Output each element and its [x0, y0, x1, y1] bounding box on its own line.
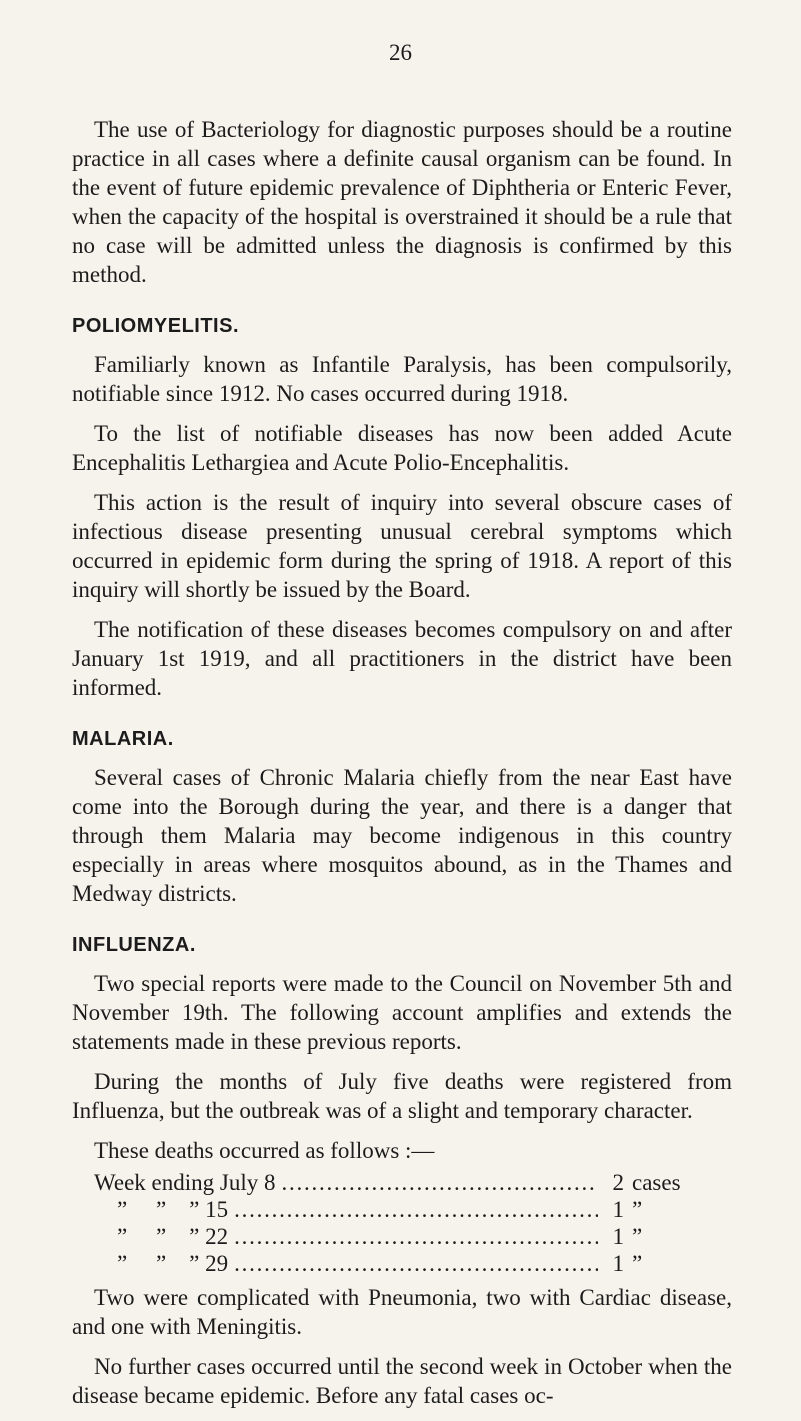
- influenza-paragraph-1: Two special reports were made to the Council on November 5th and November 19th. The following account amplifies and extends the statements made in these previous reports.: [72, 971, 732, 1054]
- case-count: 1: [612, 1251, 624, 1276]
- table-row: [94, 1223, 702, 1250]
- leader-dots: [281, 1169, 598, 1196]
- bacteriology-paragraph: The use of Bacteriology for diagnostic purposes should be a routine practice in all cases where a definite causal organism can be found. In the event of future epidemic prevalence of Diphtheria or Enteric Fever, when the capacity of the hospital is overstrained it should be a rule that no case will be admitted unless the diagnosis is confirmed by this method.: [72, 117, 732, 287]
- influenza-paragraph-2: During the months of July five deaths were registered from Influenza, but the outbreak was of a slight and temporary character.: [72, 1069, 732, 1123]
- table-row: [94, 1169, 702, 1196]
- week-label: ” ” ” 22: [94, 1224, 229, 1249]
- case-unit: cases: [632, 1170, 681, 1195]
- leader-dots: [234, 1223, 598, 1250]
- page-content: [72, 115, 732, 1421]
- week-label: ” ” ” 15: [94, 1197, 229, 1222]
- polio-paragraph-4: The notification of these diseases becomes compulsory on and after January 1st 1919, and all practitioners in the district have been informed.: [72, 617, 732, 700]
- case-count: 1: [612, 1224, 624, 1249]
- influenza-paragraph-5: No further cases occurred until the second week in October when the disease became epidemic. Before any fatal cases oc-: [72, 1354, 732, 1408]
- page-number: 26: [389, 40, 412, 65]
- deaths-table: [94, 1169, 702, 1277]
- case-unit: ”: [632, 1251, 643, 1276]
- leader-dots: [234, 1196, 598, 1223]
- week-label: Week ending July 8: [94, 1170, 276, 1195]
- table-row: [94, 1250, 702, 1277]
- malaria-heading: MALARIA.: [72, 728, 174, 750]
- case-count: 1: [612, 1197, 624, 1222]
- leader-dots: [234, 1250, 598, 1277]
- polio-paragraph-3: This action is the result of inquiry into several obscure cases of infectious disease presenting unusual cerebral symptoms which occurred in epidemic form during the spring of 1918. A report of this inquiry will shortly be issued by the Board.: [72, 490, 732, 602]
- case-count: 2: [612, 1170, 624, 1195]
- influenza-paragraph-3: These deaths occurred as follows :—: [94, 1138, 435, 1163]
- case-unit: ”: [632, 1197, 643, 1222]
- table-row: [94, 1196, 702, 1223]
- polio-paragraph-2: To the list of notifiable diseases has now been added Acute Encephalitis Lethargiea and Acute Polio-Encephalitis.: [72, 421, 732, 475]
- influenza-heading: INFLUENZA.: [72, 934, 196, 956]
- week-label: ” ” ” 29: [94, 1251, 229, 1276]
- polio-paragraph-1: Familiarly known as Infantile Paralysis, has been compulsorily, notifiable since 1912. No cases occurred during 1918.: [72, 352, 732, 406]
- malaria-paragraph: Several cases of Chronic Malaria chiefly from the near East have come into the Borough during the year, and there is a danger that through them Malaria may become indigenous in this country especially in areas where mosquitos abound, as in the Thames and Medway districts.: [72, 765, 732, 906]
- influenza-paragraph-4: Two were complicated with Pneumonia, two with Cardiac disease, and one with Meningitis.: [72, 1285, 732, 1339]
- case-unit: ”: [632, 1224, 643, 1249]
- poliomyelitis-heading: POLIOMYELITIS.: [72, 315, 240, 337]
